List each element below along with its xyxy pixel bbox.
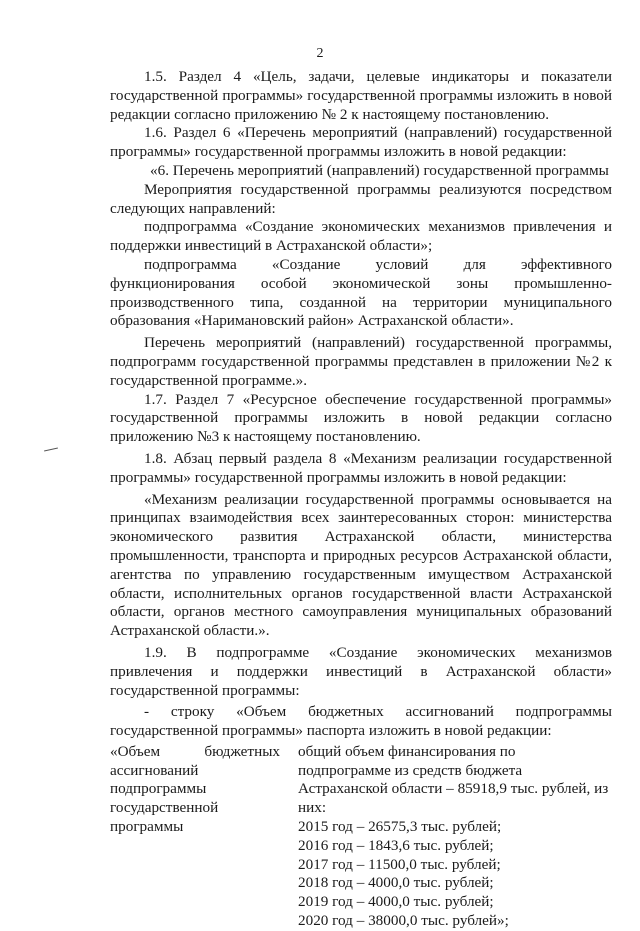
budget-table-label-cell bbox=[110, 743, 280, 931]
budget-year-row: 2015 год – 26575,3 тыс. рублей; bbox=[298, 818, 502, 836]
budget-year-row: 2016 год – 1843,6 тыс. рублей; bbox=[298, 836, 494, 854]
budget-table-value-cell bbox=[298, 743, 612, 931]
section-6-heading: «6. Перечень мероприятий (направлений) государственной программы bbox=[150, 161, 609, 179]
margin-mark bbox=[44, 448, 58, 452]
paragraph-list-of-measures: Перечень мероприятий (направлений) государственной программы, подпрограмм государственной программы представлен в приложении №2 к государственной программе.». bbox=[110, 334, 612, 389]
budget-table bbox=[110, 743, 612, 931]
paragraph-subprogram-1: подпрограмма «Создание экономических механизмов привлечения и поддержки инвестиций в Астраханской области»; bbox=[110, 218, 612, 255]
document-body bbox=[110, 68, 612, 931]
budget-year-row: 2019 год – 4000,0 тыс. рублей; bbox=[298, 893, 494, 911]
paragraph-1-8: 1.8. Абзац первый раздела 8 «Механизм реализации государственной программы» государственной программы изложить в новой редакции: bbox=[110, 449, 612, 486]
paragraph-subprogram-2: подпрограмма «Создание условий для эффективного функционирования особой экономической зоны промышленно-производственного типа, созданной на территории муниципального образования «Наримановский район» Астраханской области». bbox=[110, 255, 612, 330]
budget-year-row: 2020 год – 38000,0 тыс. рублей»; bbox=[298, 912, 509, 930]
paragraph-row-replacement: - строку «Объем бюджетных ассигнований подпрограммы государственной программы» паспорта изложить в новой редакции: bbox=[110, 703, 612, 740]
budget-table-intro: общий объем финансирования по подпрограмме из средств бюджета Астраханской области – 85918,9 тыс. рублей, из них: bbox=[298, 742, 609, 817]
budget-year-row: 2018 год – 4000,0 тыс. рублей; bbox=[298, 874, 494, 892]
page-number: 2 bbox=[316, 46, 324, 61]
paragraph-mechanism: «Механизм реализации государственной программы основывается на принципах взаимодействия всех заинтересованных сторон: министерства экономического развития Астраханской области, министерства промышленности, транспорта и природных ресурсов Астраханской области, агентства по управлению государственным имуществом Астраханской области, исполнительных органов государственной власти Астраханской области, органов местного самоуправления муниципальных образований Астраханской области.». bbox=[110, 490, 612, 640]
paragraph-1-6: 1.6. Раздел 6 «Перечень мероприятий (направлений) государственной программы» государственной программы изложить в новой редакции: bbox=[110, 124, 612, 161]
paragraph-1-5: 1.5. Раздел 4 «Цель, задачи, целевые индикаторы и показатели государственной программы» государственной программы изложить в новой редакции согласно приложению № 2 к настоящему постановлению. bbox=[110, 68, 612, 123]
paragraph-measures: Мероприятия государственной программы реализуются посредством следующих направлений: bbox=[110, 180, 612, 217]
budget-year-row: 2017 год – 11500,0 тыс. рублей; bbox=[298, 855, 501, 873]
paragraph-1-7: 1.7. Раздел 7 «Ресурсное обеспечение государственной программы» государственной программы изложить в новой редакции согласно приложению №3 к настоящему постановлению. bbox=[110, 390, 612, 446]
paragraph-1-9: 1.9. В подпрограмме «Создание экономических механизмов привлечения и поддержки инвестиций в Астраханской области» государственной программы: bbox=[110, 643, 612, 699]
budget-table-label: «Объем бюджетных ассигнований подпрограммы государственной программы bbox=[110, 742, 280, 836]
